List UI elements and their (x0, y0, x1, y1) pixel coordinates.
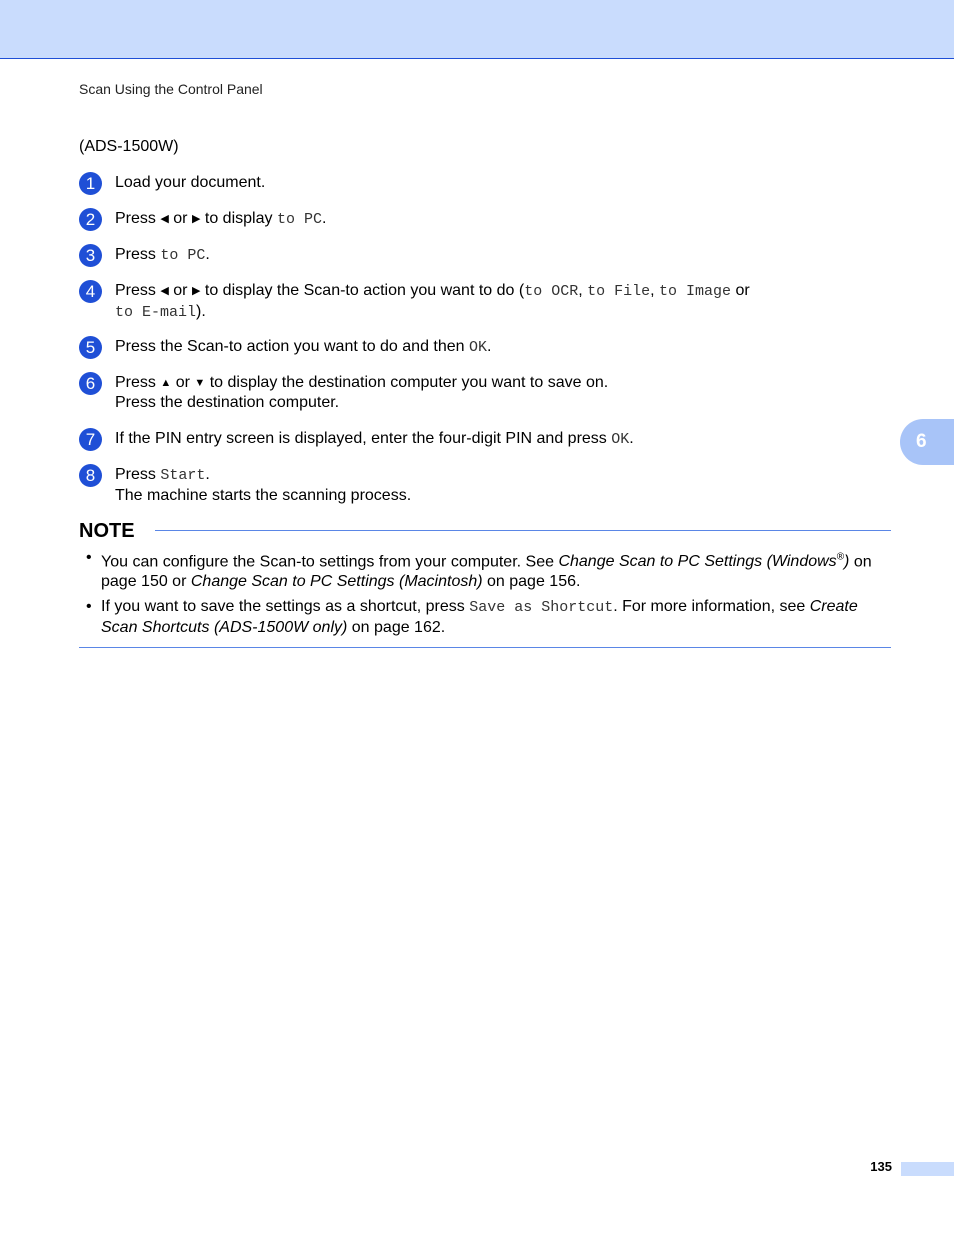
left-arrow-icon: ◀ (160, 213, 169, 225)
step-number: 6 (79, 372, 102, 395)
right-arrow-icon: ▶ (191, 213, 201, 225)
step-text: If the PIN entry screen is displayed, enter the four-digit PIN and press OK. (115, 430, 634, 448)
step-text: Press Start. The machine starts the scanning process. (115, 466, 412, 504)
right-arrow-icon: ▶ (191, 285, 201, 297)
lcd-label: Start (160, 467, 206, 484)
step-number: 2 (79, 208, 102, 231)
left-arrow-icon: ◀ (160, 285, 169, 297)
lcd-label: to OCR (524, 283, 579, 300)
lcd-label: to File (587, 283, 651, 300)
header-band (0, 0, 954, 59)
note-title: NOTE (79, 520, 135, 542)
lcd-label: to Image (659, 283, 732, 300)
lcd-label: OK (469, 339, 488, 356)
step-number: 7 (79, 428, 102, 451)
bullet: • (86, 549, 92, 566)
step-number: 3 (79, 244, 102, 267)
cross-reference: Change Scan to PC Settings (Macintosh) (190, 573, 483, 591)
lcd-label: to PC (160, 247, 206, 264)
step-text: Press ◀ or ▶ to display the Scan-to action you want to do (to OCR, to File, to Image or to E-mail). (115, 282, 750, 321)
up-arrow-icon: ▲ (160, 377, 172, 389)
lcd-label: Save as Shortcut (469, 599, 614, 616)
step-text: Load your document. (115, 174, 266, 191)
page-number: 135 (870, 1159, 892, 1174)
note-text: You can configure the Scan-to settings from your computer. See Change Scan to PC Settings (Windows®) on page 150 or Change Scan to PC Settings (Macintosh) on page 156. (101, 552, 872, 591)
down-arrow-icon: ▼ (194, 377, 206, 389)
step-number: 1 (79, 172, 102, 195)
lcd-label: OK (611, 431, 630, 448)
chapter-tab: 6 (900, 419, 954, 465)
cross-reference: Change Scan to PC Settings (Windows®) (558, 552, 850, 571)
lcd-label: to PC (276, 211, 322, 228)
step-number: 5 (79, 336, 102, 359)
step-text: Press ▲ or ▼ to display the destination computer you want to save on. Press the destination computer. (115, 374, 609, 411)
lcd-label: to E-mail (115, 304, 197, 321)
note-divider (155, 530, 891, 531)
step-text: Press ◀ or ▶ to display to PC. (115, 210, 327, 228)
note-text: If you want to save the settings as a shortcut, press Save as Shortcut. For more information, see Create Scan Shortcuts (ADS-1500W only) on page 162. (101, 598, 858, 636)
cross-reference: Create Scan Shortcuts (ADS-1500W only) (101, 598, 858, 636)
step-number: 8 (79, 464, 102, 487)
running-header: Scan Using the Control Panel (79, 81, 263, 97)
step-number: 4 (79, 280, 102, 303)
bullet: • (86, 598, 92, 615)
footer-bar (901, 1162, 954, 1176)
note-bottom-divider (79, 647, 891, 648)
step-text: Press the Scan-to action you want to do and then OK. (115, 338, 492, 356)
step-text: Press to PC. (115, 246, 210, 264)
model-label: (ADS-1500W) (79, 138, 179, 155)
